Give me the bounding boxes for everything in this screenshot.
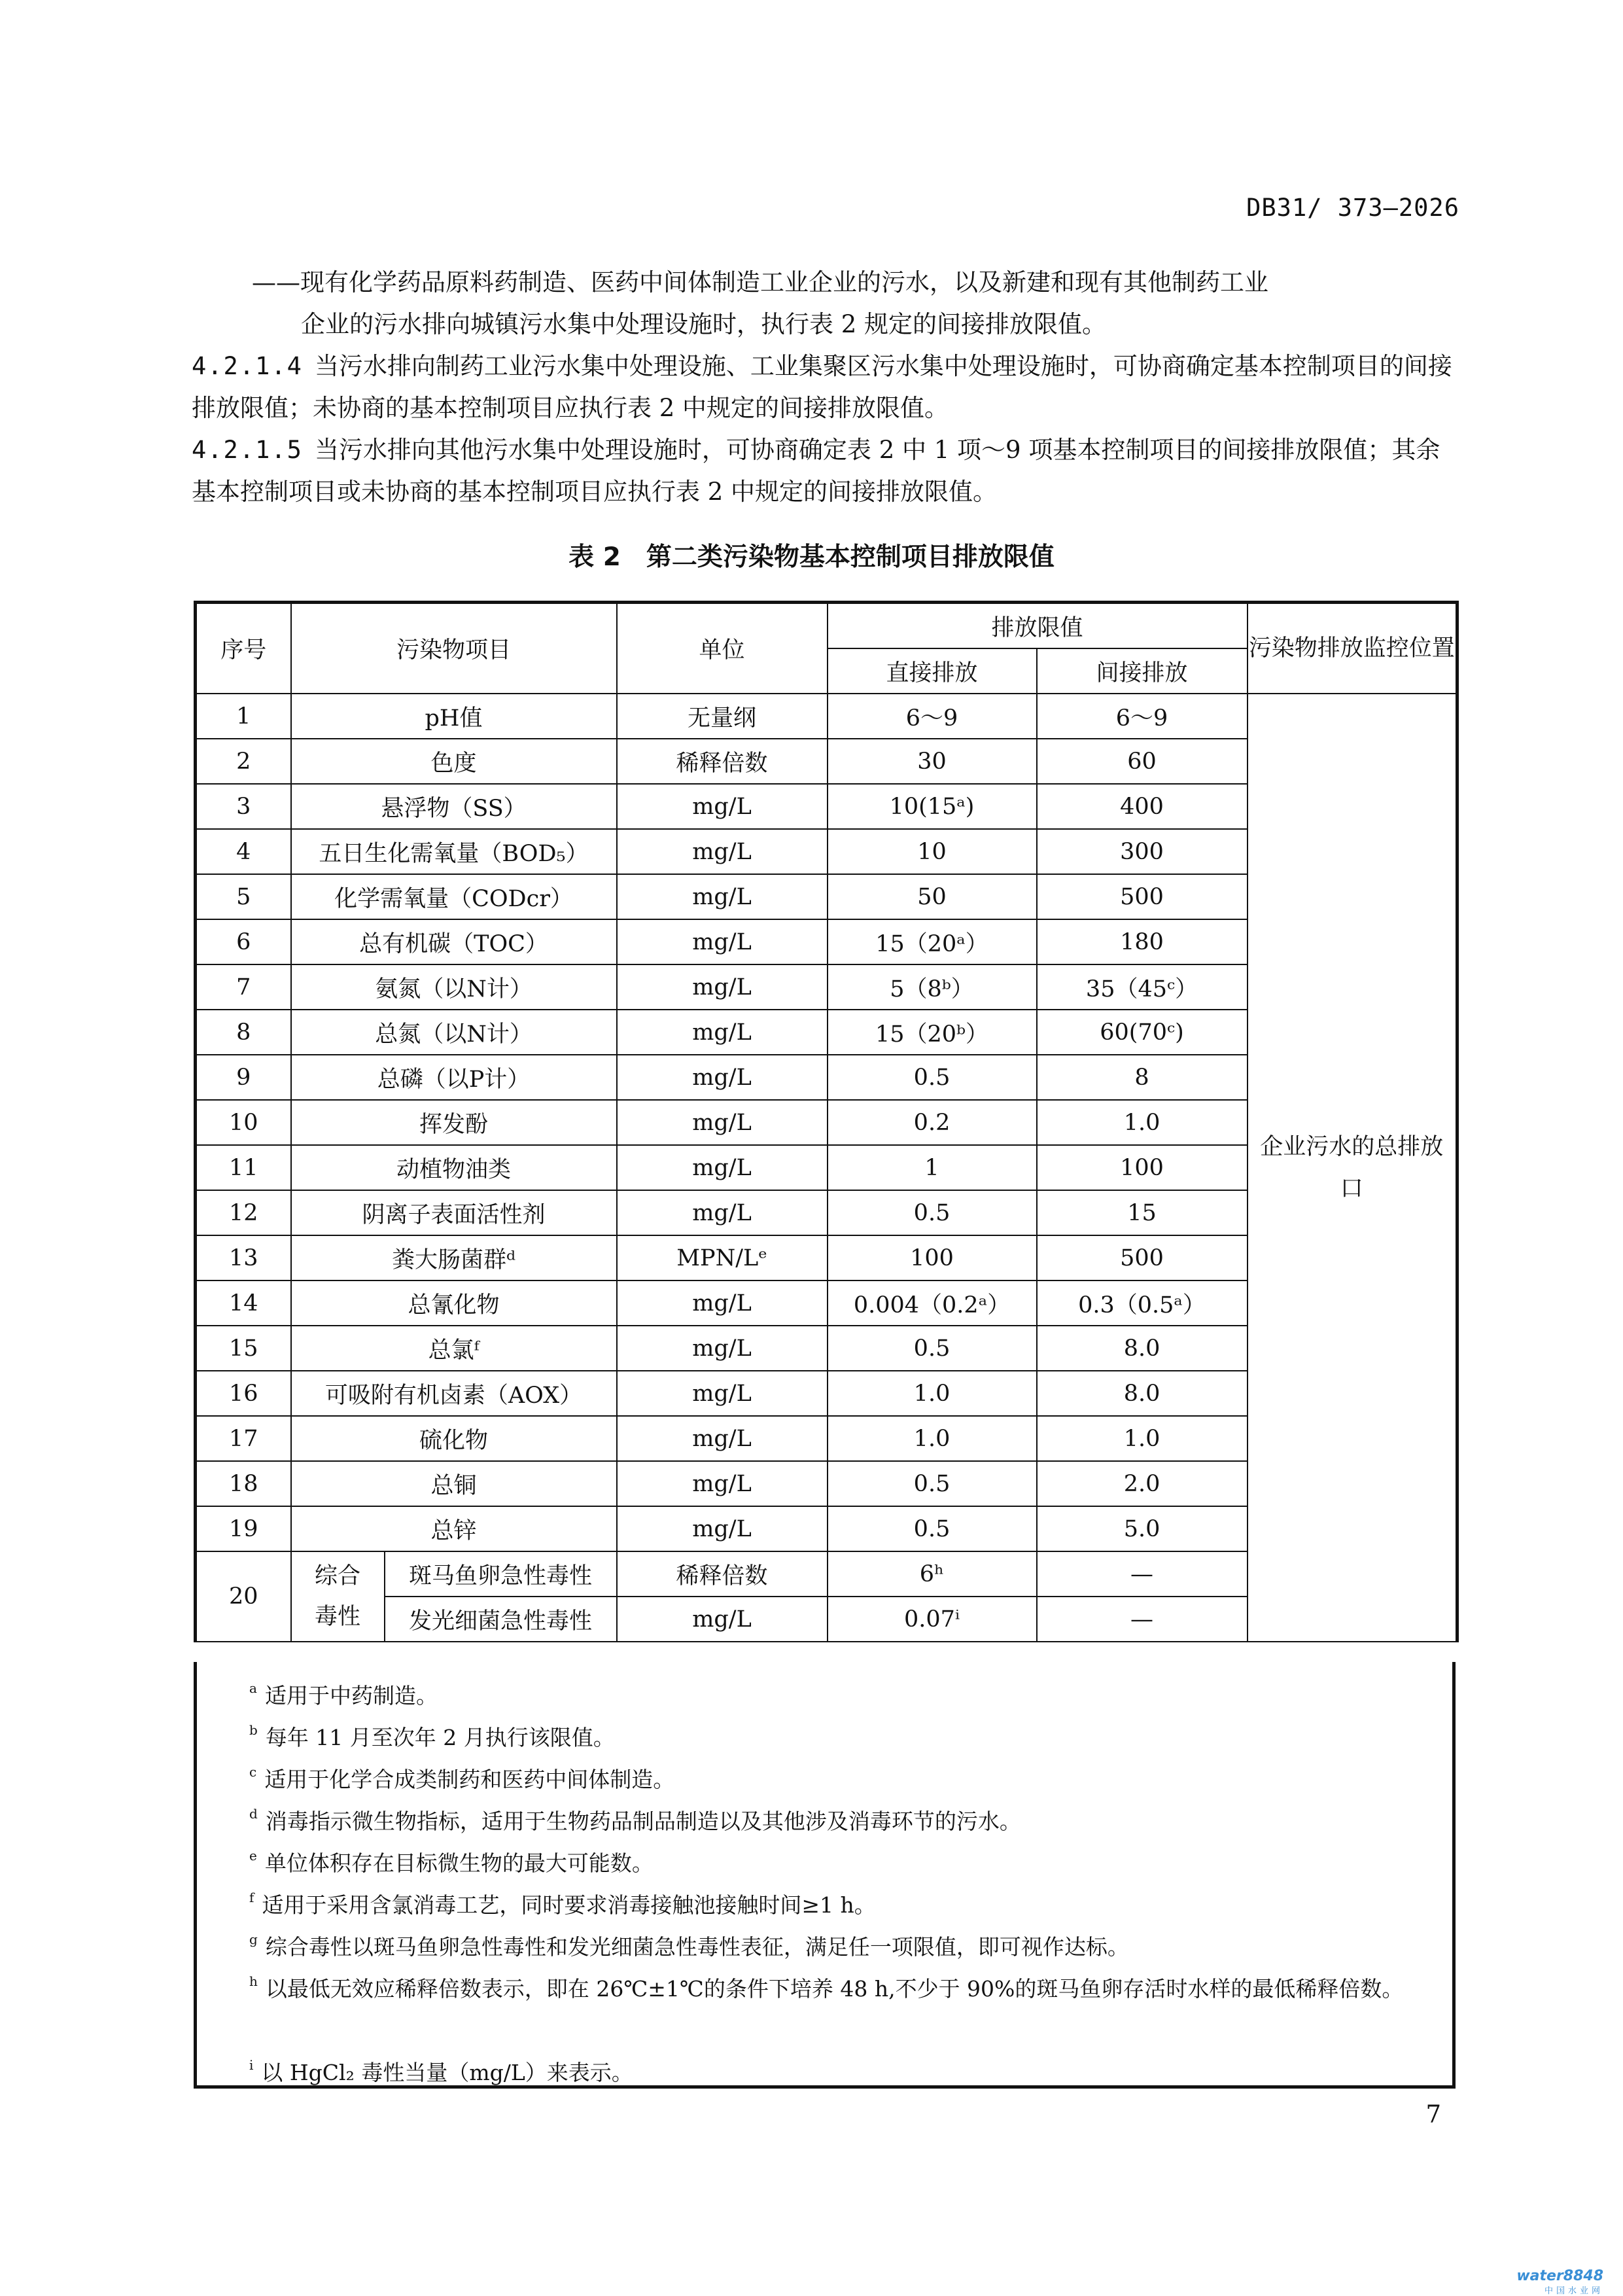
cell-unit: mg/L (617, 919, 828, 964)
cell-indirect: 5.0 (1037, 1506, 1248, 1551)
cell-unit: mg/L (617, 1055, 828, 1100)
cell-seq: 4 (196, 829, 291, 874)
cell-seq: 2 (196, 739, 291, 784)
note-g: $^g$ 综合毒性以斑马鱼卵急性毒性和发光细菌急性毒性表征，满足任一项限值，即可视作达标。 (249, 1932, 1129, 1960)
document-code: DB31/ 373—2026 (1246, 194, 1459, 222)
cell-direct: 15（20ᵇ） (828, 1010, 1037, 1055)
cell-indirect: 8 (1037, 1055, 1248, 1100)
cell-indirect: 1.0 (1037, 1100, 1248, 1145)
cell-unit: mg/L (617, 1416, 828, 1461)
cell-unit: mg/L (617, 1100, 828, 1145)
cell-item: 挥发酚 (291, 1100, 617, 1145)
cell-indirect: 8.0 (1037, 1326, 1248, 1371)
cell-seq: 17 (196, 1416, 291, 1461)
cell-direct: 5（8ᵇ） (828, 964, 1037, 1010)
cell-item: 化学需氧量（CODcr） (291, 874, 617, 919)
cell-direct: 50 (828, 874, 1037, 919)
cell-unit: 稀释倍数 (617, 1551, 828, 1597)
cell-seq: 7 (196, 964, 291, 1010)
cell-indirect: 8.0 (1037, 1371, 1248, 1416)
cell-indirect: 300 (1037, 829, 1248, 874)
cell-indirect: 500 (1037, 874, 1248, 919)
clause-text: 当污水排向其他污水集中处理设施时，可协商确定表 2 中 1 项～9 项基本控制项目的间接排放限值；其余基本控制项目或未协商的基本控制项目应执行表 2 中规定的间接排放限值。 (192, 436, 1440, 506)
cell-direct: 30 (828, 739, 1037, 784)
cell-item: 五日生化需氧量（BOD₅） (291, 829, 617, 874)
cell-unit: mg/L (617, 784, 828, 829)
note-d: $^d$ 消毒指示微生物指标，适用于生物药品制品制造以及其他涉及消毒环节的污水。 (249, 1806, 1021, 1834)
cell-unit: mg/L (617, 1461, 828, 1506)
table-notes (194, 1662, 1456, 2089)
cell-direct: 0.5 (828, 1055, 1037, 1100)
cell-seq: 14 (196, 1280, 291, 1326)
cell-direct: 100 (828, 1235, 1037, 1280)
cell-indirect: 2.0 (1037, 1461, 1248, 1506)
cell-direct: 1 (828, 1145, 1037, 1190)
cell-direct: 0.5 (828, 1506, 1037, 1551)
table-caption: 表 2 第二类污染物基本控制项目排放限值 (568, 542, 1055, 572)
clause-4-2-1-5 (192, 429, 1454, 513)
cell-indirect: 100 (1037, 1145, 1248, 1190)
cell-item: 阴离子表面活性剂 (291, 1190, 617, 1235)
cell-seq: 8 (196, 1010, 291, 1055)
cell-item: 总锌 (291, 1506, 617, 1551)
clause-number: 4.2.1.4 (192, 352, 303, 380)
cell-seq: 1 (196, 694, 291, 739)
cell-seq: 16 (196, 1371, 291, 1416)
header-item: 污染物项目 (291, 603, 617, 694)
cell-item: 硫化物 (291, 1416, 617, 1461)
cell-direct: 0.004（0.2ᵃ） (828, 1280, 1037, 1326)
watermark-sub: 中国水业网 (1544, 2286, 1603, 2296)
cell-indirect: 35（45ᶜ） (1037, 964, 1248, 1010)
cell-unit: mg/L (617, 1280, 828, 1326)
cell-indirect: 60 (1037, 739, 1248, 784)
paragraph-dash-line2: 企业的污水排向城镇污水集中处理设施时，执行表 2 规定的间接排放限值。 (301, 310, 1107, 338)
cell-item: 色度 (291, 739, 617, 784)
note-a: $^a$ 适用于中药制造。 (249, 1680, 438, 1708)
cell-unit: mg/L (617, 1326, 828, 1371)
clause-text: 当污水排向制药工业污水集中处理设施、工业集聚区污水集中处理设施时，可协商确定基本控制项目的间接排放限值；未协商的基本控制项目应执行表 2 中规定的间接排放限值。 (192, 352, 1452, 422)
cell-seq: 18 (196, 1461, 291, 1506)
paragraph-dash-line1: ——现有化学药品原料药制造、医药中间体制造工业企业的污水，以及新建和现有其他制药工业 (252, 268, 1268, 296)
note-e: $^e$ 单位体积存在目标微生物的最大可能数。 (249, 1848, 654, 1876)
cell-direct: 1.0 (828, 1416, 1037, 1461)
cell-direct: 10(15ᵃ) (828, 784, 1037, 829)
header-direct: 直接排放 (828, 648, 1037, 694)
cell-seq: 9 (196, 1055, 291, 1100)
cell-unit: mg/L (617, 1506, 828, 1551)
emission-limits-table (194, 601, 1459, 1642)
cell-seq: 6 (196, 919, 291, 964)
header-seq: 序号 (196, 603, 291, 694)
table-row (196, 694, 1457, 739)
cell-indirect: 60(70ᶜ) (1037, 1010, 1248, 1055)
cell-item: 斑马鱼卵急性毒性 (385, 1551, 617, 1597)
cell-indirect: — (1037, 1551, 1248, 1597)
cell-unit: mg/L (617, 1010, 828, 1055)
cell-unit: mg/L (617, 964, 828, 1010)
cell-seq: 19 (196, 1506, 291, 1551)
cell-direct: 0.5 (828, 1326, 1037, 1371)
cell-unit: mg/L (617, 1145, 828, 1190)
cell-seq: 10 (196, 1100, 291, 1145)
cell-seq: 12 (196, 1190, 291, 1235)
note-c: $^c$ 适用于化学合成类制药和医药中间体制造。 (249, 1764, 675, 1792)
cell-unit: mg/L (617, 1597, 828, 1642)
cell-unit: 稀释倍数 (617, 739, 828, 784)
cell-direct: 10 (828, 829, 1037, 874)
cell-unit: mg/L (617, 829, 828, 874)
cell-indirect: 400 (1037, 784, 1248, 829)
cell-seq: 11 (196, 1145, 291, 1190)
clause-number: 4.2.1.5 (192, 436, 303, 464)
cell-direct: 6～9 (828, 694, 1037, 739)
cell-direct: 0.2 (828, 1100, 1037, 1145)
note-b: $^b$ 每年 11 月至次年 2 月执行该限值。 (249, 1722, 615, 1750)
cell-item: 悬浮物（SS） (291, 784, 617, 829)
cell-item: 总氮（以N计） (291, 1010, 617, 1055)
cell-seq: 3 (196, 784, 291, 829)
cell-group: 综合毒性 (291, 1551, 385, 1642)
cell-unit: mg/L (617, 1371, 828, 1416)
cell-item: 发光细菌急性毒性 (385, 1597, 617, 1642)
cell-unit: MPN/Lᵉ (617, 1235, 828, 1280)
cell-direct: 0.5 (828, 1190, 1037, 1235)
page-number: 7 (1425, 2100, 1441, 2128)
cell-item: 粪大肠菌群ᵈ (291, 1235, 617, 1280)
cell-indirect: 15 (1037, 1190, 1248, 1235)
cell-item: pH值 (291, 694, 617, 739)
header-location: 污染物排放监控位置 (1248, 603, 1457, 694)
cell-direct: 15（20ᵃ） (828, 919, 1037, 964)
cell-indirect: — (1037, 1597, 1248, 1642)
cell-indirect: 0.3（0.5ᵃ） (1037, 1280, 1248, 1326)
note-f: $^f$ 适用于采用含氯消毒工艺，同时要求消毒接触池接触时间≥1 h。 (249, 1890, 876, 1918)
cell-item: 氨氮（以N计） (291, 964, 617, 1010)
cell-item: 总氯ᶠ (291, 1326, 617, 1371)
cell-seq: 20 (196, 1551, 291, 1642)
note-i: $^i$ 以 HgCl₂ 毒性当量（mg/L）来表示。 (249, 2057, 633, 2085)
cell-seq: 5 (196, 874, 291, 919)
watermark-logo: water8848 (1516, 2268, 1603, 2284)
cell-item: 可吸附有机卤素（AOX） (291, 1371, 617, 1416)
cell-indirect: 180 (1037, 919, 1248, 964)
cell-unit: mg/L (617, 1190, 828, 1235)
cell-direct: 0.5 (828, 1461, 1037, 1506)
header-unit: 单位 (617, 603, 828, 694)
cell-item: 总磷（以P计） (291, 1055, 617, 1100)
cell-direct: 0.07ⁱ (828, 1597, 1037, 1642)
header-indirect: 间接排放 (1037, 648, 1248, 694)
cell-item: 总铜 (291, 1461, 617, 1506)
cell-item: 总氰化物 (291, 1280, 617, 1326)
cell-direct: 1.0 (828, 1371, 1037, 1416)
cell-unit: 无量纲 (617, 694, 828, 739)
cell-location: 企业污水的总排放口 (1248, 694, 1457, 1642)
note-h: $^h$ 以最低无效应稀释倍数表示，即在 26℃±1℃的条件下培养 48 h,不少于 90%的斑马鱼卵存活时水样的最低稀释倍数。 (249, 1973, 1404, 2002)
cell-indirect: 6～9 (1037, 694, 1248, 739)
cell-seq: 15 (196, 1326, 291, 1371)
cell-unit: mg/L (617, 874, 828, 919)
cell-indirect: 1.0 (1037, 1416, 1248, 1461)
cell-item: 总有机碳（TOC） (291, 919, 617, 964)
header-limit: 排放限值 (828, 603, 1248, 649)
cell-item: 动植物油类 (291, 1145, 617, 1190)
cell-indirect: 500 (1037, 1235, 1248, 1280)
clause-4-2-1-4 (192, 345, 1454, 429)
cell-seq: 13 (196, 1235, 291, 1280)
cell-direct: 6ʰ (828, 1551, 1037, 1597)
